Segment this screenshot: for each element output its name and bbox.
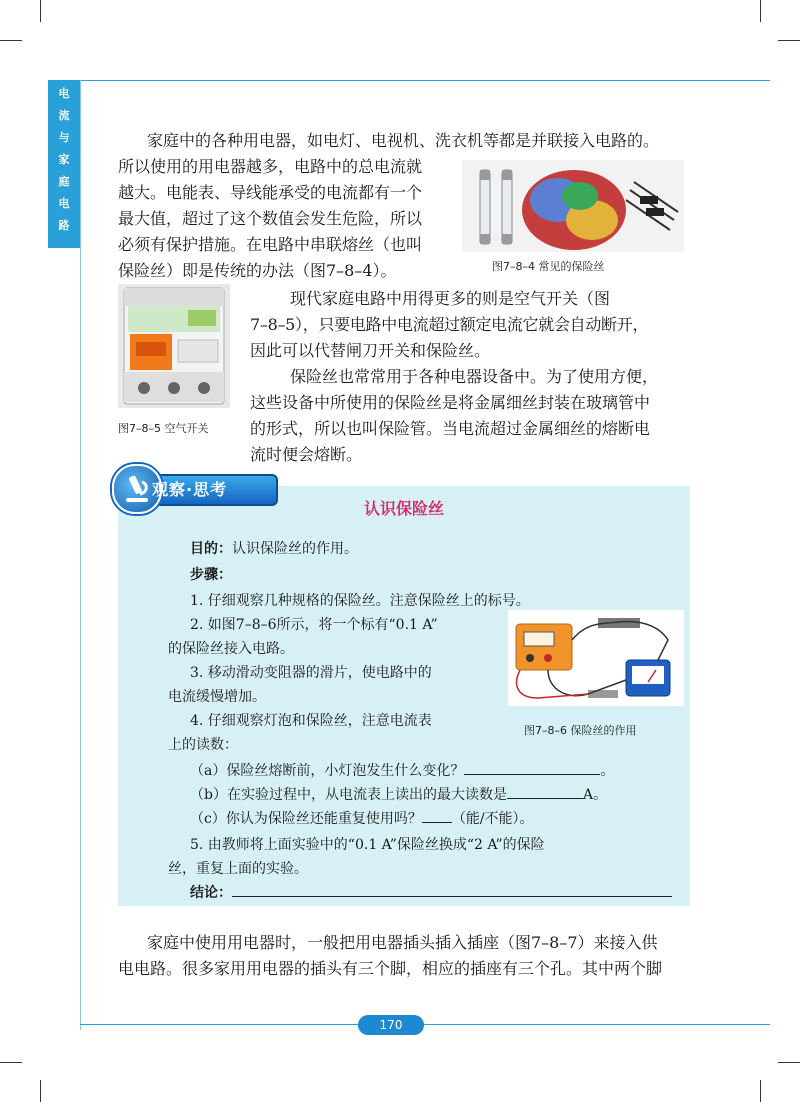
paragraph-line: 因此可以代替闸刀开关和保险丝。 bbox=[250, 341, 491, 360]
step-text: 丝，重复上面的实验。 bbox=[168, 861, 308, 877]
air-switch-photo bbox=[118, 284, 230, 408]
question-c-end: （能/不能）。 bbox=[451, 811, 534, 827]
bottom-rule bbox=[80, 1024, 770, 1025]
step-text: 2. 如图7–8–6所示，将一个标有“0.1 A” bbox=[190, 617, 438, 633]
side-tab-char: 路 bbox=[58, 219, 70, 232]
circuit-photo bbox=[508, 610, 684, 706]
conclusion-blank[interactable] bbox=[232, 882, 672, 897]
paragraph-line: 所以使用的用电器越多，电路中的总电流就 bbox=[118, 157, 423, 176]
question-a: （a）保险丝熔断前，小灯泡发生什么变化？ bbox=[190, 763, 465, 779]
side-tab-char: 流 bbox=[58, 109, 70, 122]
figure-caption: 图7–8–6 保险丝的作用 bbox=[524, 724, 637, 737]
fuses-photo bbox=[462, 160, 684, 252]
crop-mark bbox=[778, 40, 800, 41]
paragraph-line: 越大。电能表、导线能承受的电流都有一个 bbox=[118, 183, 423, 202]
crop-mark bbox=[760, 0, 761, 22]
answer-blank-c[interactable] bbox=[422, 808, 452, 823]
top-rule bbox=[80, 80, 770, 81]
activity-box bbox=[118, 486, 690, 906]
crop-mark bbox=[778, 1062, 800, 1063]
paragraph-line: 现代家庭电路中用得更多的则是空气开关（图 bbox=[290, 289, 611, 308]
paragraph-line: 最大值，超过了这个数值会发生危险，所以 bbox=[118, 209, 423, 228]
step-text: 1. 仔细观察几种规格的保险丝。注意保险丝上的标号。 bbox=[190, 593, 530, 609]
side-tab-char: 电 bbox=[58, 197, 70, 210]
paragraph-line: 必须有保护措施。在电路中串联熔丝（也叫 bbox=[118, 235, 423, 254]
observe-think-badge bbox=[112, 464, 280, 510]
paragraph-line: 流时便会熔断。 bbox=[250, 445, 363, 464]
left-rule bbox=[80, 80, 81, 1030]
step-text: 3. 移动滑动变阻器的滑片，使电路中的 bbox=[190, 665, 432, 681]
question-b: （b）在实验过程中，从电流表上读出的最大读数是 bbox=[190, 787, 507, 803]
chapter-side-tab bbox=[48, 80, 80, 248]
side-tab-char: 与 bbox=[58, 131, 70, 144]
paragraph-line: 家庭中使用用电器时，一般把用电器插头插入插座（图7–8–7）来接入供 bbox=[147, 933, 658, 952]
paragraph-line: 7–8–5），只要电路中电流超过额定电流它就会自动断开， bbox=[250, 315, 649, 334]
question-a-end: 。 bbox=[600, 763, 615, 779]
step-text: 上的读数： bbox=[168, 737, 238, 753]
step-text: 5. 由教师将上面实验中的“0.1 A”保险丝换成“2 A”的保险 bbox=[190, 837, 545, 853]
answer-blank-a[interactable] bbox=[464, 760, 600, 775]
question-c: （c）你认为保险丝还能重复使用吗？ bbox=[190, 811, 422, 827]
purpose-text: 认识保险丝的作用。 bbox=[232, 541, 358, 557]
badge-label: 观察·思考 bbox=[152, 480, 228, 499]
crop-mark bbox=[40, 1080, 41, 1102]
paragraph-line: 保险丝）即是传统的办法（图7–8–4）。 bbox=[118, 261, 397, 280]
crop-mark bbox=[0, 1062, 22, 1063]
purpose-label: 目的： bbox=[190, 541, 232, 557]
paragraph-line: 电电路。很多家用用电器的插头有三个脚，相应的插座有三个孔。其中两个脚 bbox=[118, 959, 663, 978]
paragraph-line: 家庭中的各种用电器，如电灯、电视机、洗衣机等都是并联接入电路的。 bbox=[147, 131, 660, 150]
crop-mark bbox=[40, 0, 41, 22]
figure-caption: 图7–8–4 常见的保险丝 bbox=[492, 260, 605, 273]
paragraph-line: 这些设备中所使用的保险丝是将金属细丝封装在玻璃管中 bbox=[250, 393, 651, 412]
crop-mark bbox=[0, 40, 22, 41]
answer-blank-b[interactable] bbox=[507, 784, 583, 799]
paragraph-line: 保险丝也常常用于各种电器设备中。为了使用方便， bbox=[290, 367, 659, 386]
page-number: 170 bbox=[358, 1015, 424, 1035]
side-tab-char: 电 bbox=[58, 87, 70, 100]
conclusion-label: 结论： bbox=[190, 885, 232, 901]
figure-caption: 图7–8–5 空气开关 bbox=[118, 422, 209, 435]
steps-label: 步骤： bbox=[190, 567, 232, 583]
crop-mark bbox=[760, 1080, 761, 1102]
side-tab-char: 庭 bbox=[58, 175, 70, 188]
step-text: 电流缓慢增加。 bbox=[168, 689, 266, 705]
activity-title: 认识保险丝 bbox=[363, 499, 444, 518]
paragraph-line: 的形式，所以也叫保险管。当电流超过金属细丝的熔断电 bbox=[250, 419, 651, 438]
side-tab-char: 家 bbox=[58, 153, 70, 166]
step-text: 的保险丝接入电路。 bbox=[168, 641, 294, 657]
step-text: 4. 仔细观察灯泡和保险丝，注意电流表 bbox=[190, 713, 432, 729]
question-b-end: A。 bbox=[582, 787, 608, 803]
